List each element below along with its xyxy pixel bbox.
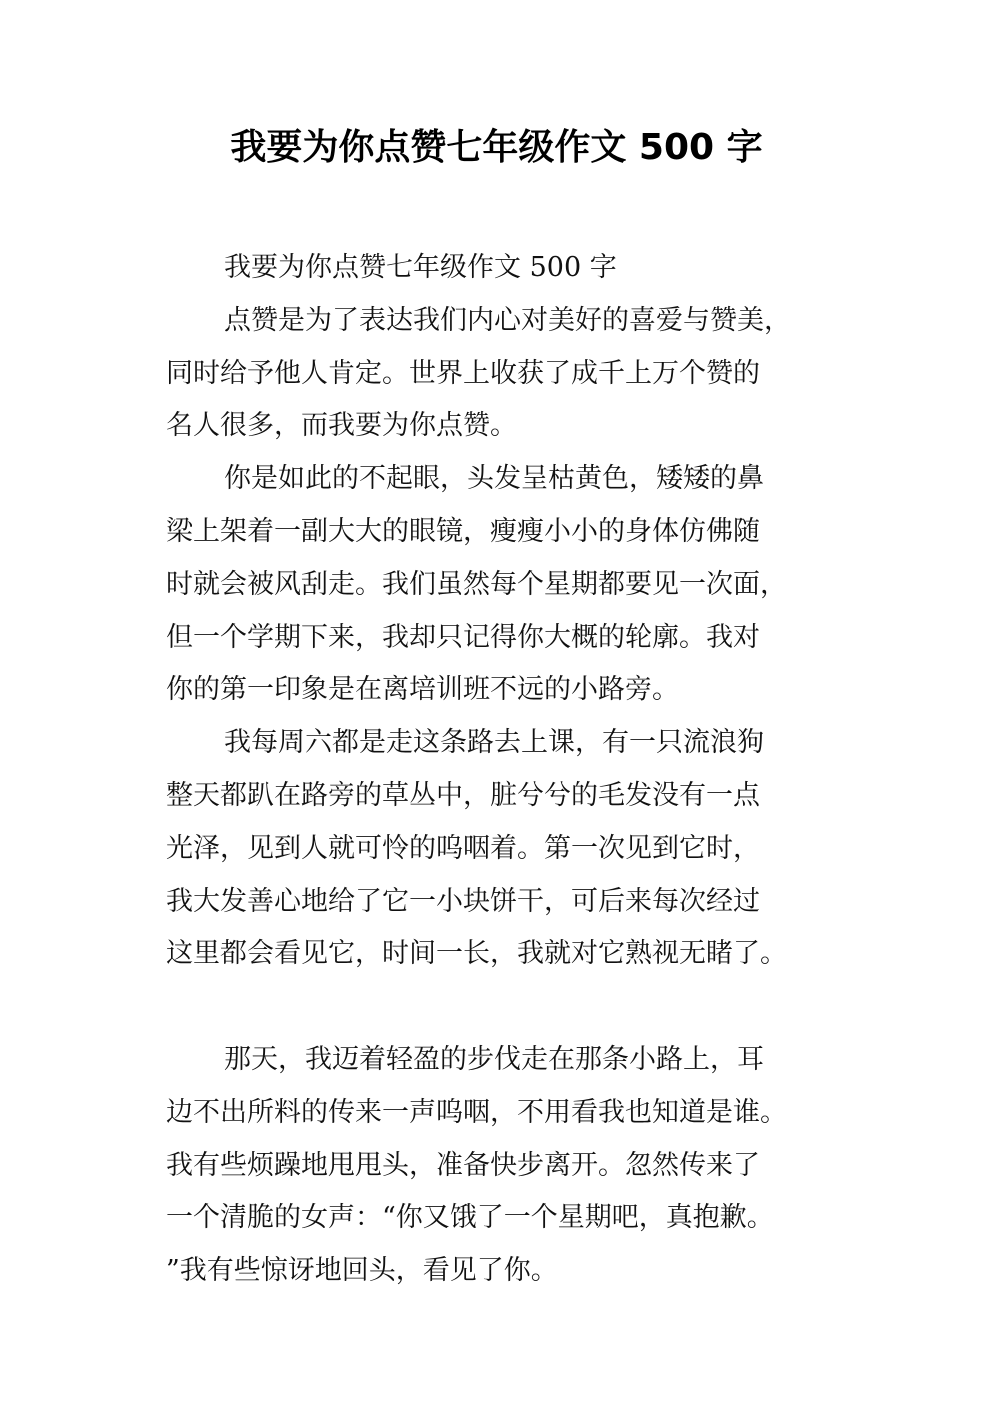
document-body <box>166 242 846 1298</box>
paragraph-2-line-1: 你是如此的不起眼，头发呈枯黄色，矮矮的鼻 <box>224 463 764 495</box>
paragraph-1-line-1: 点赞是为了表达我们内心对美好的喜爱与赞美， <box>224 304 791 336</box>
paragraph-4-line-4: 一个清脆的女声：“你又饿了一个星期吧，真抱歉。 <box>166 1202 774 1234</box>
paragraph-3-line-3: 光泽，见到人就可怜的呜咽着。第一次见到它时， <box>166 832 760 864</box>
paragraph-2-line-3: 时就会被风刮走。我们虽然每个星期都要见一次面， <box>166 568 787 600</box>
paragraph-spacer <box>166 981 846 1034</box>
paragraph-2-line-5: 你的第一印象是在离培训班不远的小路旁。 <box>166 674 679 706</box>
paragraph-4-line-3: 我有些烦躁地甩甩头，准备快步离开。忽然传来了 <box>166 1149 760 1181</box>
paragraph-2-line-4: 但一个学期下来，我却只记得你大概的轮廓。我对 <box>166 621 760 653</box>
paragraph-1-line-3: 名人很多，而我要为你点赞。 <box>166 410 517 442</box>
paragraph-3-line-5: 这里都会看见它，时间一长，我就对它熟视无睹了。 <box>166 938 787 970</box>
paragraph-1-line-2: 同时给予他人肯定。世界上收获了成千上万个赞的 <box>166 357 760 389</box>
paragraph-4-line-1: 那天，我迈着轻盈的步伐走在那条小路上，耳 <box>224 1043 764 1075</box>
paragraph-3-line-1: 我每周六都是走这条路去上课，有一只流浪狗 <box>224 727 764 759</box>
paragraph-3-line-4: 我大发善心地给了它一小块饼干，可后来每次经过 <box>166 885 760 917</box>
subtitle-line: 我要为你点赞七年级作文 500 字 <box>224 252 617 283</box>
paragraph-3-line-2: 整天都趴在路旁的草丛中，脏兮兮的毛发没有一点 <box>166 779 760 811</box>
paragraph-4-line-5: ”我有些惊讶地回头，看见了你。 <box>166 1255 558 1287</box>
paragraph-4-line-2: 边不出所料的传来一声呜咽，不用看我也知道是谁。 <box>166 1096 787 1128</box>
document-title: 我要为你点赞七年级作文 500 字 <box>230 127 763 168</box>
paragraph-2-line-2: 梁上架着一副大大的眼镜，瘦瘦小小的身体仿佛随 <box>166 515 760 547</box>
